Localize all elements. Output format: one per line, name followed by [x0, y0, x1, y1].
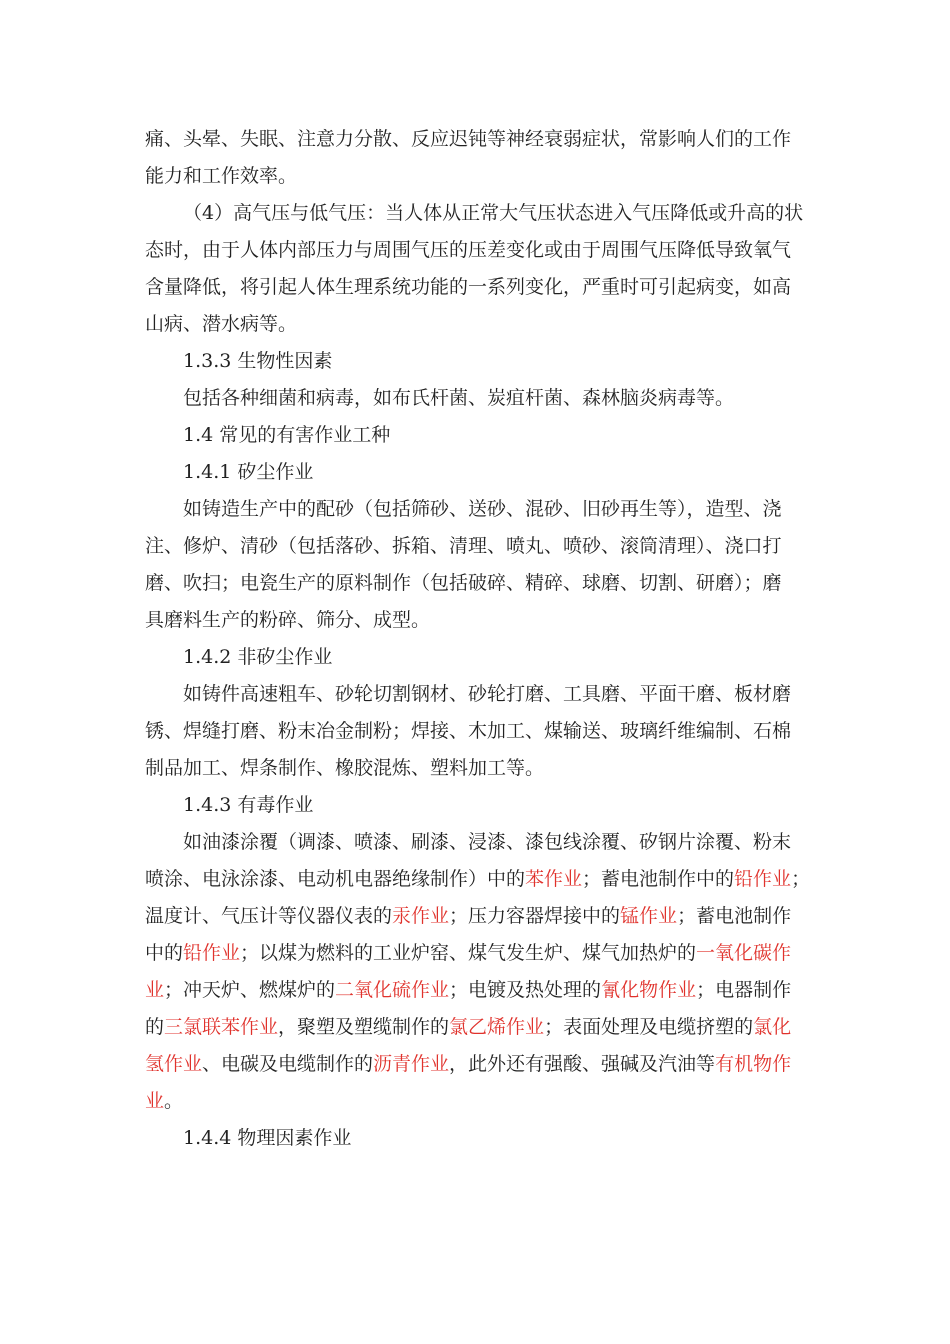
text-line: [145, 126, 791, 152]
text-segment: 温度计、气压计等仪器仪表的: [145, 905, 393, 927]
text-line: [145, 274, 791, 300]
text-segment: 的: [145, 1016, 165, 1038]
text-line: [183, 385, 734, 411]
text-segment: 1.4.1 矽尘作业: [183, 461, 314, 483]
text-line: [183, 1125, 351, 1151]
text-segment: 注、修炉、清砂（包括落砂、拆箱、清理、喷丸、喷砂、滚筒清理）、浇口打: [145, 535, 782, 557]
text-segment: 包括各种细菌和病毒，如布氏杆菌、炭疽杆菌、森林脑炎病毒等。: [183, 387, 735, 409]
highlighted-term: 业: [145, 979, 165, 1001]
text-segment: 如铸件高速粗车、砂轮切割钢材、砂轮打磨、工具磨、平面干磨、板材磨: [183, 683, 792, 705]
text-line: [183, 644, 332, 670]
highlighted-term: 锰作业: [620, 905, 678, 927]
highlighted-term: 沥青作业: [373, 1053, 450, 1075]
text-segment: 。: [164, 1090, 184, 1112]
text-line: [145, 570, 782, 596]
text-line: [145, 1051, 791, 1077]
text-segment: 1.4.4 物理因素作业: [183, 1127, 352, 1149]
text-segment: 1.4.2 非矽尘作业: [183, 646, 333, 668]
highlighted-term: 二氧化硫作业: [335, 979, 450, 1001]
highlighted-term: 业: [145, 1090, 165, 1112]
text-segment: ；蓄电池制作: [677, 905, 792, 927]
text-line: [145, 903, 791, 929]
highlighted-term: 氢作业: [145, 1053, 203, 1075]
text-line: [183, 792, 313, 818]
text-segment: ，聚塑及塑缆制作的: [278, 1016, 450, 1038]
text-line: [145, 940, 791, 966]
highlighted-term: 氯乙烯作业: [449, 1016, 545, 1038]
text-segment: 锈、焊缝打磨、粉末冶金制粉；焊接、木加工、煤输送、玻璃纤维编制、石棉: [145, 720, 792, 742]
text-line: [145, 1088, 183, 1114]
highlighted-term: 三氯联苯作业: [164, 1016, 279, 1038]
text-segment: 喷涂、电泳涂漆、电动机电器绝缘制作）中的: [145, 868, 526, 890]
text-segment: 中的: [145, 942, 184, 964]
text-segment: 如铸造生产中的配砂（包括筛砂、送砂、混砂、旧砂再生等），造型、浇: [183, 498, 782, 520]
text-line: [145, 163, 297, 189]
text-segment: ；压力容器焊接中的: [449, 905, 621, 927]
text-segment: 态时，由于人体内部压力与周围气压的压差变化或由于周围气压降低导致氧气: [145, 239, 792, 261]
highlighted-term: 苯作业: [525, 868, 583, 890]
highlighted-term: 汞作业: [392, 905, 450, 927]
text-segment: 具磨料生产的粉碎、筛分、成型。: [145, 609, 431, 631]
highlighted-term: 一氧化碳作: [696, 942, 792, 964]
text-segment: ，此外还有强酸、强碱及汽油等: [449, 1053, 716, 1075]
text-line: [183, 459, 313, 485]
text-segment: ；蓄电池制作中的: [582, 868, 735, 890]
text-line: [183, 422, 390, 448]
text-line: [183, 829, 791, 855]
text-segment: 1.3.3 生物性因素: [183, 350, 333, 372]
text-line: [145, 866, 810, 892]
text-line: [145, 607, 430, 633]
text-segment: ；以煤为燃料的工业炉窑、煤气发生炉、煤气加热炉的: [240, 942, 697, 964]
text-line: [145, 533, 782, 559]
text-segment: 痛、头晕、失眠、注意力分散、反应迟钝等神经衰弱症状，常影响人们的工作: [145, 128, 792, 150]
text-segment: 磨、吹扫；电瓷生产的原料制作（包括破碎、精碎、球磨、切割、研磨）；磨: [145, 572, 782, 594]
text-segment: （4）高气压与低气压：当人体从正常大气压状态进入气压降低或升高的状: [183, 202, 804, 224]
text-line: [183, 496, 782, 522]
text-line: [145, 1014, 791, 1040]
text-segment: 含量降低，将引起人体生理系统功能的一系列变化，严重时可引起病变，如高: [145, 276, 792, 298]
text-segment: 如油漆涂覆（调漆、喷漆、刷漆、浸漆、漆包线涂覆、矽钢片涂覆、粉末: [183, 831, 792, 853]
text-segment: 山病、潜水病等。: [145, 313, 298, 335]
highlighted-term: 铅作业: [183, 942, 241, 964]
text-line: [183, 200, 803, 226]
text-segment: ；: [791, 868, 811, 890]
text-segment: ；表面处理及电缆挤塑的: [544, 1016, 754, 1038]
highlighted-term: 铅作业: [734, 868, 792, 890]
text-segment: ；电镀及热处理的: [449, 979, 602, 1001]
text-segment: 1.4.3 有毒作业: [183, 794, 314, 816]
text-segment: 、电碳及电缆制作的: [202, 1053, 374, 1075]
text-segment: 能力和工作效率。: [145, 165, 298, 187]
text-line: [145, 311, 297, 337]
text-line: [183, 681, 791, 707]
text-line: [145, 755, 544, 781]
text-segment: 1.4 常见的有害作业工种: [183, 424, 391, 446]
text-line: [145, 977, 791, 1003]
text-line: [145, 237, 791, 263]
text-segment: ；电器制作: [696, 979, 792, 1001]
highlighted-term: 氰化物作业: [601, 979, 697, 1001]
highlighted-term: 氯化: [753, 1016, 792, 1038]
highlighted-term: 有机物作: [715, 1053, 792, 1075]
text-segment: ；冲天炉、燃煤炉的: [164, 979, 336, 1001]
text-segment: 制品加工、焊条制作、橡胶混炼、塑料加工等。: [145, 757, 545, 779]
text-line: [145, 718, 791, 744]
text-line: [183, 348, 332, 374]
